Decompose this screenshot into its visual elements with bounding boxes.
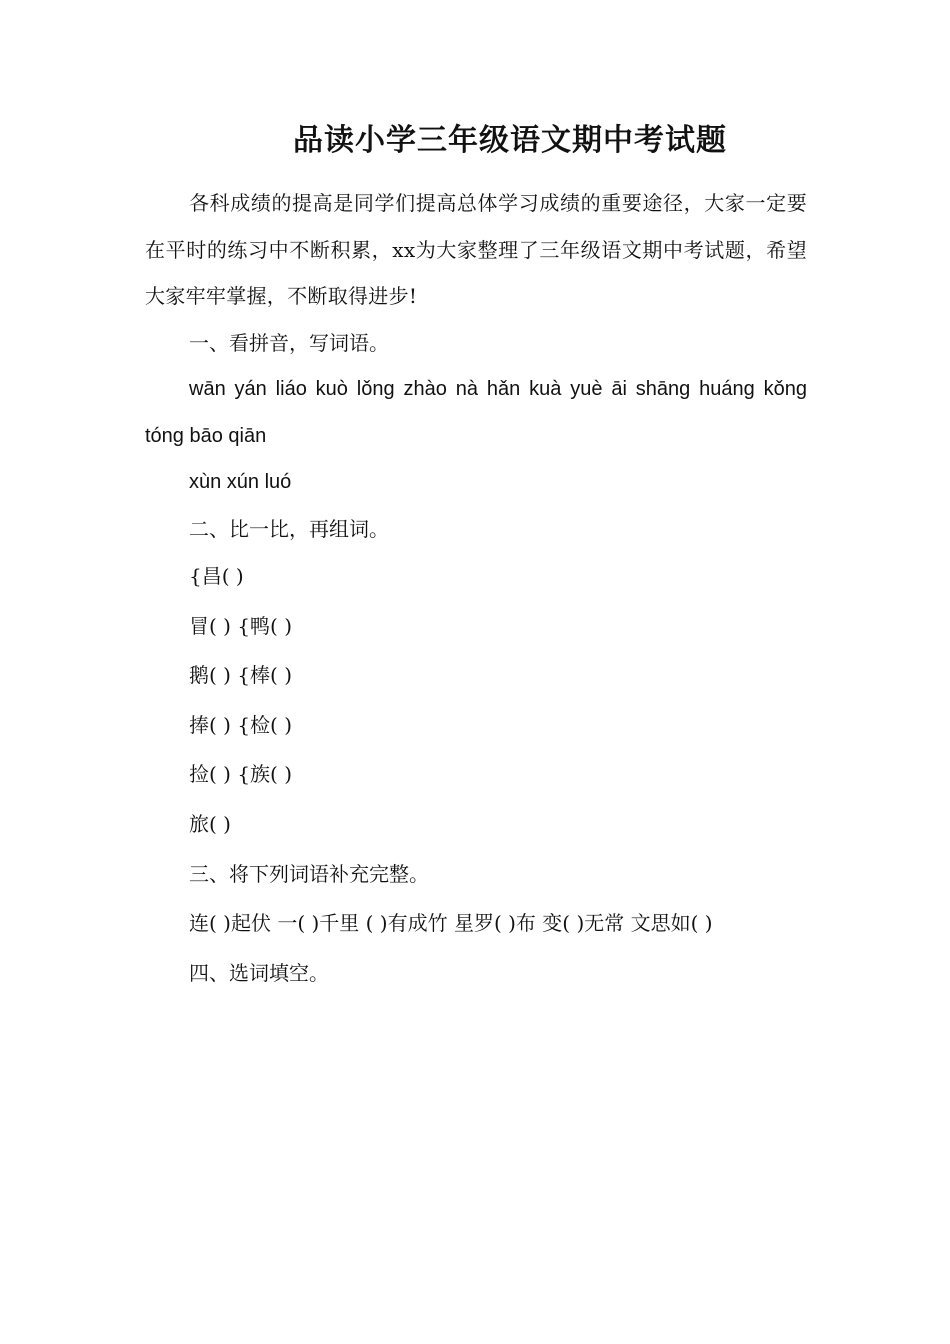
section-4-heading: 四、选词填空。 [189,960,329,985]
section-2-item: {昌( ) [189,564,244,588]
section-1-heading: 一、看拼音，写词语。 [189,330,389,355]
intro-paragraph: 各科成绩的提高是同学们提高总体学习成绩的重要途径，大家一定要在平时的练习中不断积累，xx为大家整理了三年级语文期中考试题，希望大家牢牢掌握，不断取得进步! [145,191,807,308]
section-2-item: 捡( ) {族( ) [189,762,293,787]
document-body [145,180,807,998]
section-3-fill-line: 连( )起伏 一( )千里 ( )有成竹 星罗( )布 变( )无常 文思如( ) [189,911,713,936]
section-2-item: 冒( ) {鸭( ) [189,613,293,638]
section-2-item: 旅( ) [189,811,231,836]
section-2-heading: 二、比一比，再组词。 [189,516,389,541]
section-1-pinyin-line-2: xùn xún luó [189,471,292,493]
section-3-heading: 三、将下列词语补充完整。 [189,861,429,886]
section-2-item: 捧( ) {检( ) [189,712,293,737]
section-2-item: 鹅( ) {棒( ) [189,663,293,688]
document-title: 品读小学三年级语文期中考试题 [293,123,727,158]
section-1-pinyin-line: wān yán liáo kuò lǒng zhào nà hǎn kuà yuè āi shāng huáng kǒng tóng bāo qiān [145,378,807,447]
